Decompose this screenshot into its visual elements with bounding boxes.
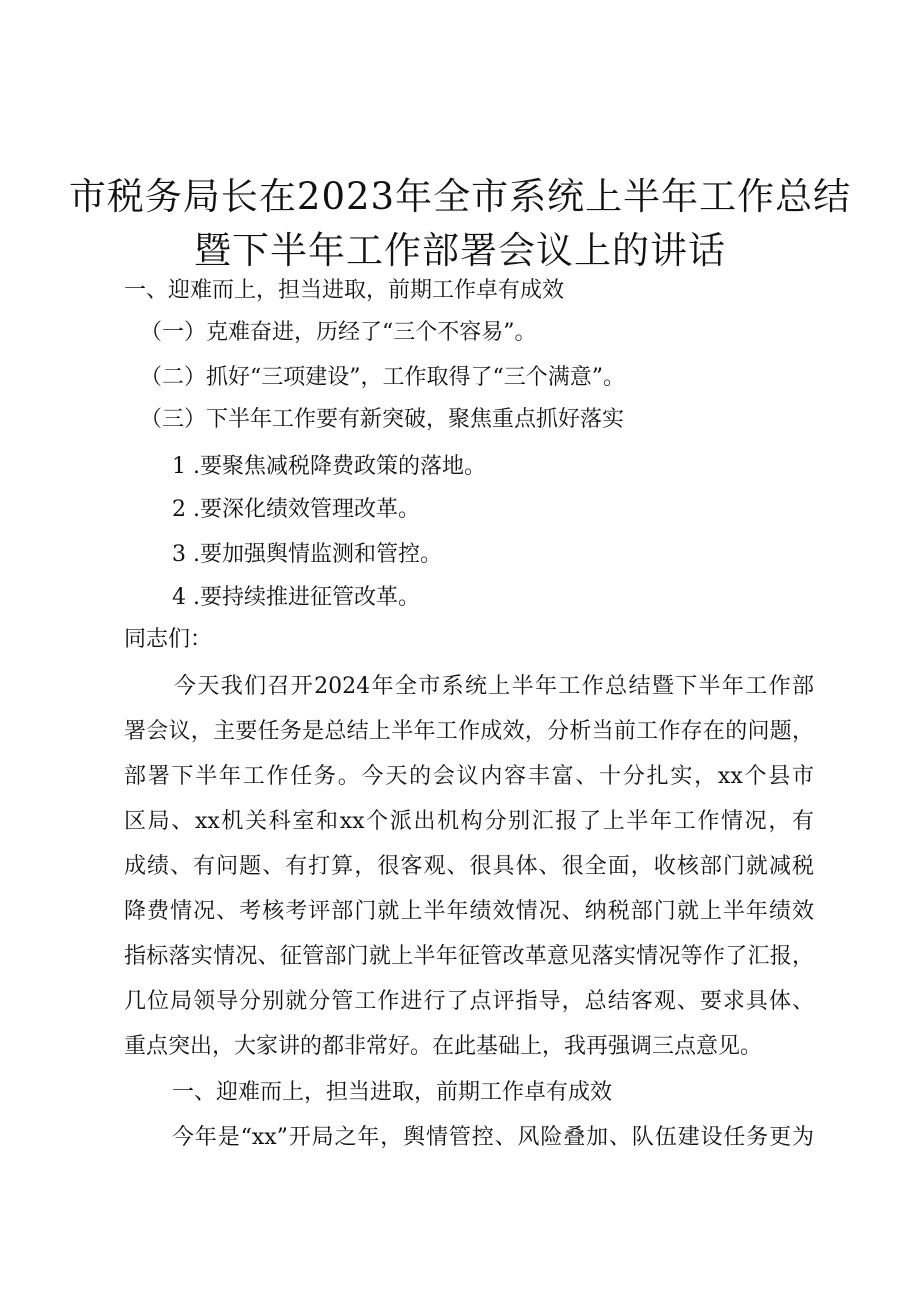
outline-section-1: 一、迎难而上，担当进取，前期工作卓有成效 bbox=[124, 278, 565, 303]
paragraph-line: 区局、xx机关科室和xx个派出机构分别汇报了上半年工作情况，有 bbox=[124, 809, 814, 834]
paragraph-line: 几位局领导分别就分管工作进行了点评指导，总结客观、要求具体、 bbox=[124, 989, 814, 1014]
body-paragraph-1 bbox=[124, 664, 814, 1069]
paragraph-line: 成绩、有问题、有打算，很客观、很具体、很全面，收核部门就减税 bbox=[124, 854, 814, 879]
title-line-2: 暨下半年工作部署会议上的讲话 bbox=[194, 229, 726, 272]
outline-subsection-3: （三）下半年工作要有新突破，聚焦重点抓好落实 bbox=[140, 407, 625, 432]
paragraph-line: 今天我们召开2024年全市系统上半年工作总结暨下半年工作部 bbox=[174, 674, 814, 699]
paragraph-line: 降费情况、考核考评部门就上半年绩效情况、纳税部门就上半年绩效 bbox=[124, 899, 814, 924]
outline-item-4: 4 .要持续推进征管改革。 bbox=[172, 585, 420, 610]
paragraph-line: 重点突出，大家讲的都非常好。在此基础上，我再强调三点意见。 bbox=[124, 1034, 763, 1059]
body-paragraph-2-line: 今年是“xx”开局之年，舆情管控、风险叠加、队伍建设任务更为 bbox=[172, 1125, 814, 1150]
outline-item-3: 3 .要加强舆情监测和管控。 bbox=[172, 542, 442, 567]
paragraph-line: 署会议，主要任务是总结上半年工作成效，分析当前工作存在的问题， bbox=[124, 719, 814, 744]
paragraph-line: 指标落实情况、征管部门就上半年征管改革意见落实情况等作了汇报， bbox=[124, 944, 814, 969]
section-heading: 一、迎难而上，担当进取，前期工作卓有成效 bbox=[172, 1080, 613, 1105]
paragraph-line: 部署下半年工作任务。今天的会议内容丰富、十分扎实，xx个县市 bbox=[124, 764, 814, 789]
outline-item-1: 1 .要聚焦减税降费政策的落地。 bbox=[172, 454, 486, 479]
title-line-1: 市税务局长在2023年全市系统上半年工作总结 bbox=[68, 175, 852, 218]
outline-subsection-1: （一）克难奋进，历经了“三个不容易”。 bbox=[140, 320, 537, 345]
greeting: 同志们： bbox=[124, 627, 213, 652]
outline-subsection-2: （二）抓好“三项建设”，工作取得了“三个满意”。 bbox=[140, 365, 625, 390]
outline-item-2: 2 .要深化绩效管理改革。 bbox=[172, 497, 420, 522]
